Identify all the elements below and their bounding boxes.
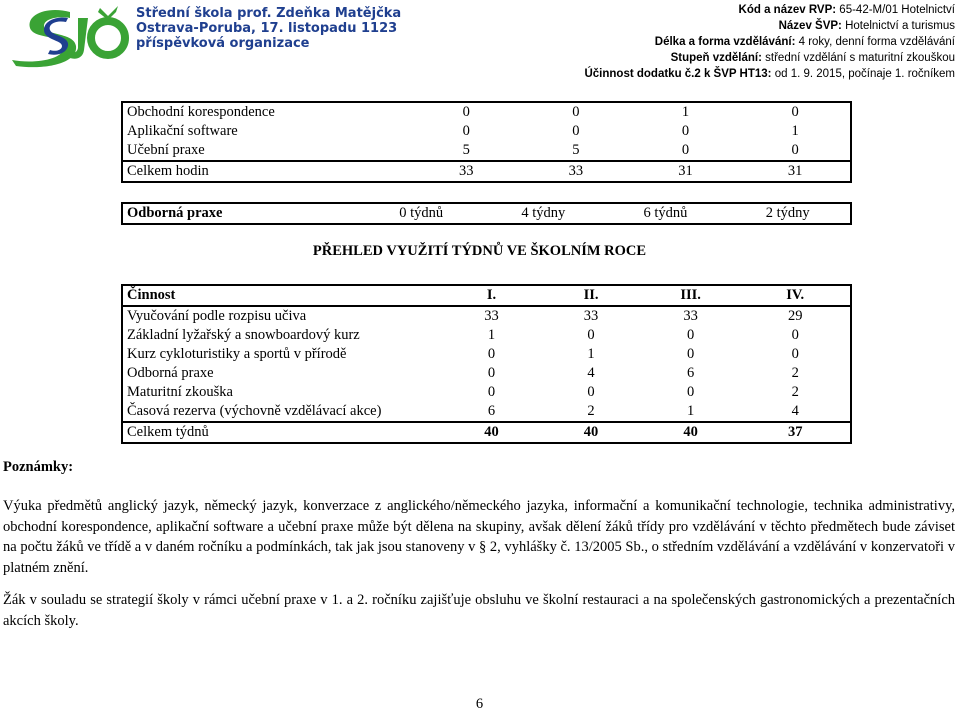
weeks-cell: 0 [587,327,595,343]
hours-cell: 0 [791,104,799,120]
weeks-table [121,284,852,444]
subject-label: Obchodní korespondence [127,104,275,120]
hours-cell: 0 [681,123,690,139]
hours-cell: 0 [572,123,580,139]
hours-cell: 5 [462,142,470,158]
weeks-cell: 2 [587,403,595,419]
meta-effective: Účinnost dodatku č.2 k ŠVP HT13: od 1. 9. 2015, počínaje 1. ročníkem [584,68,955,80]
table-row [122,383,851,402]
total-label: Celkem hodin [122,161,411,182]
total-cell: 31 [631,161,741,182]
logo-letter-j [70,18,88,59]
weeks-cell: 1 [687,403,695,419]
programme-metadata [584,2,955,82]
activity-label: Odborná praxe [127,365,214,381]
table-row [122,306,851,326]
weeks-cell: 4 [587,365,595,381]
weeks-cell: 0 [687,384,695,400]
total-cell: 33 [411,161,521,182]
weeks-cell: 4 [791,403,799,419]
weeks-cell: 29 [787,308,803,324]
table-header-row [122,285,851,306]
practice-cell: 4 týdny [521,205,566,221]
school-name-line-1: Střední škola prof. Zdeňka Matějčka [136,6,402,21]
total-row [122,422,851,443]
school-name [136,6,401,51]
meta-rvp: Kód a název RVP: 65-42-M/01 Hotelnictví [738,4,955,16]
table-row [122,345,851,364]
hours-cell: 0 [681,142,690,158]
hours-cell: 1 [681,104,690,120]
practice-table [121,202,852,225]
notes-paragraph-1: Výuka předmětů anglický jazyk, německý jazyk, konverzace z anglického/německého jazyka, informační a komunikační technologie, technika administrativy, obchodní korespondence, aplikační software a učební praxe může být dělena na skupiny, avšak dělení žáků třídy pro vzdělávání v těchto předmětech bude záviset na počtu žáků ve třídě a v daném ročníku a podmínkách, tak jak jsou stanoveny v § 2, vyhlášky č. 13/2005 Sb., o středním vzdělávání a vzdělávání v konzervatoři v platném znění. [3,498,955,576]
practice-cell: 2 týdny [765,205,810,221]
hours-cell: 5 [572,142,580,158]
table-row [122,122,851,141]
table-row [122,203,851,224]
subject-label: Aplikační software [127,123,238,139]
notes-paragraph-2: Žák v souladu se strategií školy v rámci učební praxe v 1. a 2. ročníku zajišťuje obsluhu ve školní restauraci a na společenských gastronomických a prezentačních akcích školy. [3,592,955,629]
weeks-cell: 33 [683,308,698,324]
meta-level: Stupeň vzdělání: střední vzdělání s maturitní zkouškou [670,52,955,64]
section-heading: PŘEHLED VYUŽITÍ TÝDNŮ VE ŠKOLNÍM ROCE [312,243,647,259]
table-row [122,364,851,383]
notes-label: Poznámky: [3,459,74,475]
hours-cell: 0 [462,104,470,120]
meta-svp: Název ŠVP: Hotelnictví a turismus [778,20,955,32]
activity-label: Vyučování podle rozpisu učiva [127,308,307,324]
table-row [122,141,851,161]
table-row [122,402,851,422]
weeks-cell: 0 [487,365,496,381]
total-cell: 31 [740,161,851,182]
hours-cell: 0 [462,123,470,139]
weeks-cell: 6 [487,403,496,419]
total-cell: 40 [541,422,641,443]
weeks-cell: 0 [487,384,496,400]
activity-label: Kurz cykloturistiky a sportů v přírodě [127,346,347,362]
meta-duration: Délka a forma vzdělávání: 4 roky, denní forma vzdělávání [654,36,955,48]
table-row [122,102,851,122]
table-row [122,326,851,345]
total-cell: 33 [521,161,631,182]
practice-cell: 0 týdnů [399,205,444,221]
activity-label: Maturitní zkouška [127,384,233,400]
hours-cell: 0 [791,142,799,158]
weeks-cell: 0 [587,384,595,400]
activity-label: Časová rezerva (výchovně vzdělávací akce) [127,403,382,419]
practice-label: Odborná praxe [127,205,223,221]
weeks-cell: 0 [687,346,695,362]
column-header: Činnost [122,285,442,306]
total-cell: 37 [740,422,851,443]
weeks-cell: 33 [484,308,499,324]
column-header: IV. [740,285,851,306]
weeks-cell: 1 [587,346,595,362]
subject-label: Učební praxe [127,142,205,158]
activity-label: Základní lyžařský a snowboardový kurz [127,327,360,343]
practice-cell: 6 týdnů [643,205,688,221]
total-row [122,161,851,182]
hours-cell: 0 [572,104,580,120]
logo-letter-o [91,21,125,55]
column-header: II. [541,285,641,306]
weeks-cell: 33 [583,308,599,324]
weeks-cell: 2 [791,384,799,400]
total-cell: 40 [442,422,542,443]
weeks-cell: 0 [791,346,799,362]
weeks-cell: 2 [791,365,799,381]
weeks-cell: 0 [487,346,496,362]
column-header: I. [442,285,542,306]
logo-accent [98,6,118,20]
weeks-cell: 1 [487,327,496,343]
school-name-line-3: příspěvková organizace [136,36,310,51]
school-name-line-2: Ostrava-Poruba, 17. listopadu 1123 [136,21,398,36]
weeks-cell: 0 [791,327,799,343]
school-logo [8,4,138,70]
total-cell: 40 [641,422,741,443]
total-label: Celkem týdnů [122,422,442,443]
hours-cell: 1 [791,123,799,139]
hours-table [121,101,852,183]
page-number: 6 [475,696,484,712]
column-header: III. [641,285,741,306]
weeks-cell: 6 [687,365,695,381]
weeks-cell: 0 [687,327,695,343]
